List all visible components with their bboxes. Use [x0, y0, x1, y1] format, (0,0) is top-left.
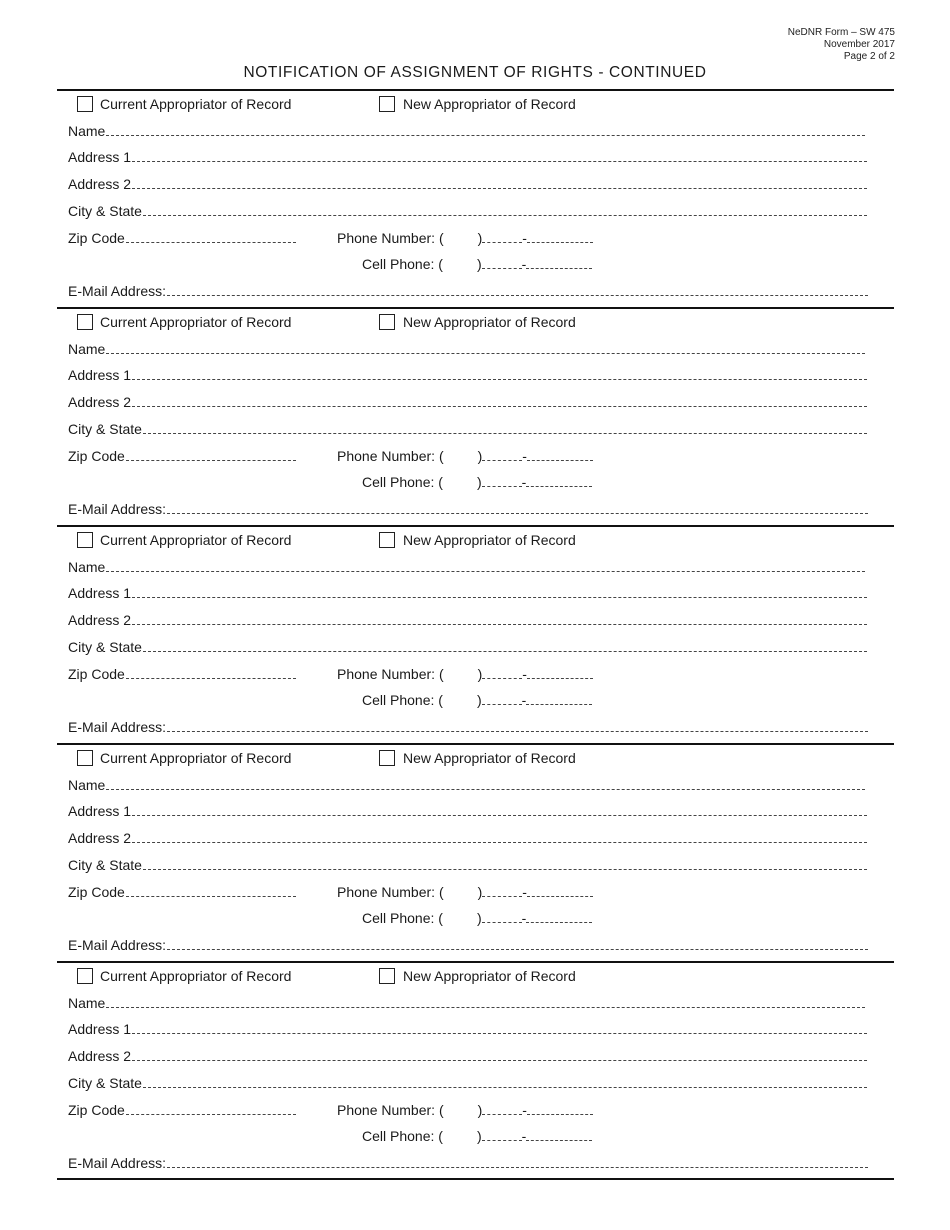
form-id: NeDNR Form – SW 475: [787, 27, 895, 38]
phone-number-field-prefix-line[interactable]: [482, 896, 522, 897]
city-state-field-line[interactable]: [143, 651, 867, 652]
address-2-field-line[interactable]: [132, 624, 867, 625]
city-state-field[interactable]: [68, 201, 867, 219]
cell-phone-field-prefix-line[interactable]: [482, 704, 522, 705]
phone-number-field-paren: ): [477, 1102, 483, 1118]
cell-phone-field-prefix-line[interactable]: [482, 486, 522, 487]
phone-number-field-paren: ): [477, 230, 483, 246]
section-divider: [57, 1178, 894, 1180]
current-appropriator-label: Current Appropriator of Record: [100, 532, 292, 548]
new-appropriator-checkbox[interactable]: [379, 968, 395, 984]
new-appropriator-label: New Appropriator of Record: [403, 96, 576, 112]
cell-phone-field-line-number[interactable]: [526, 268, 592, 269]
cell-phone-field-line-number[interactable]: [526, 922, 592, 923]
phone-number-field-paren: ): [477, 666, 483, 682]
page-title: NOTIFICATION OF ASSIGNMENT OF RIGHTS - CONTINUED: [243, 64, 707, 81]
email-field-label: E-Mail Address:: [68, 1155, 167, 1171]
page-label: Page 2 of 2: [843, 51, 895, 62]
checkbox-row: [57, 530, 894, 552]
phone-number-field-prefix-line[interactable]: [482, 242, 522, 243]
cell-phone-field-prefix-line[interactable]: [482, 922, 522, 923]
address-1-field[interactable]: [68, 583, 867, 601]
cell-phone-field-prefix-line[interactable]: [482, 268, 522, 269]
city-state-field-line[interactable]: [143, 1087, 867, 1088]
city-state-field-line[interactable]: [143, 215, 867, 216]
phone-number-field[interactable]: [337, 228, 593, 246]
email-field[interactable]: [68, 281, 868, 299]
phone-number-field-dash: -: [522, 1102, 527, 1118]
phone-number-field-dash: -: [522, 666, 527, 682]
city-state-field[interactable]: [68, 637, 867, 655]
email-field-label: E-Mail Address:: [68, 501, 167, 517]
phone-number-field[interactable]: [337, 1100, 593, 1118]
email-field-line[interactable]: [167, 295, 868, 296]
address-2-field[interactable]: [68, 392, 867, 410]
city-state-field-label: City & State: [68, 857, 142, 873]
cell-phone-field[interactable]: [362, 690, 592, 708]
email-field-label: E-Mail Address:: [68, 719, 167, 735]
current-appropriator-label: Current Appropriator of Record: [100, 314, 292, 330]
email-field-line[interactable]: [167, 731, 868, 732]
current-appropriator-label: Current Appropriator of Record: [100, 750, 292, 766]
name-field[interactable]: [68, 121, 865, 139]
zip-code-label: Zip Code: [68, 884, 125, 900]
zip-code-label: Zip Code: [68, 666, 125, 682]
zip-code-field[interactable]: [68, 664, 296, 682]
new-appropriator-label: New Appropriator of Record: [403, 314, 576, 330]
city-state-field[interactable]: [68, 855, 867, 873]
phone-number-field-dash: -: [522, 448, 527, 464]
phone-number-field-paren: ): [477, 884, 483, 900]
zip-code-label: Zip Code: [68, 1102, 125, 1118]
phone-number-field-label: Phone Number: (: [337, 1102, 444, 1118]
phone-number-field-prefix-line[interactable]: [482, 460, 522, 461]
name-field-label: Name: [68, 995, 106, 1011]
appropriator-section: [57, 90, 894, 308]
address-2-field[interactable]: [68, 174, 867, 192]
address-2-field-line[interactable]: [132, 842, 867, 843]
current-appropriator-checkbox[interactable]: [77, 532, 93, 548]
email-field[interactable]: [68, 717, 868, 735]
email-field-label: E-Mail Address:: [68, 937, 167, 953]
email-field-label: E-Mail Address:: [68, 283, 167, 299]
address-1-field-label: Address 1: [68, 149, 132, 165]
zip-code-line[interactable]: [126, 242, 296, 243]
city-state-field-line[interactable]: [143, 869, 867, 870]
cell-phone-field[interactable]: [362, 254, 592, 272]
cell-phone-field-label: Cell Phone: (: [362, 692, 443, 708]
email-field-line[interactable]: [167, 1167, 868, 1168]
email-field[interactable]: [68, 499, 868, 517]
city-state-field-label: City & State: [68, 421, 142, 437]
phone-number-field[interactable]: [337, 664, 593, 682]
zip-code-field[interactable]: [68, 1100, 296, 1118]
address-1-field-label: Address 1: [68, 1021, 132, 1037]
email-field-line[interactable]: [167, 949, 868, 950]
current-appropriator-checkbox[interactable]: [77, 96, 93, 112]
cell-phone-field-dash: -: [521, 1128, 527, 1144]
phone-number-field-prefix-line[interactable]: [482, 1114, 522, 1115]
phone-number-field-paren: ): [477, 448, 483, 464]
address-1-field[interactable]: [68, 365, 867, 383]
phone-number-field-label: Phone Number: (: [337, 884, 444, 900]
zip-code-field[interactable]: [68, 446, 296, 464]
email-field[interactable]: [68, 1153, 868, 1171]
city-state-field-line[interactable]: [143, 433, 867, 434]
address-1-field-line[interactable]: [132, 1033, 867, 1034]
current-appropriator-checkbox[interactable]: [77, 314, 93, 330]
phone-number-field[interactable]: [337, 446, 593, 464]
zip-code-line[interactable]: [126, 896, 296, 897]
name-field-line[interactable]: [106, 1007, 865, 1008]
new-appropriator-label: New Appropriator of Record: [403, 968, 576, 984]
cell-phone-field[interactable]: [362, 908, 592, 926]
checkbox-row: [57, 94, 894, 116]
address-1-field[interactable]: [68, 147, 867, 165]
new-appropriator-label: New Appropriator of Record: [403, 750, 576, 766]
phone-number-field-line-number[interactable]: [527, 460, 593, 461]
cell-phone-field-paren: ): [476, 1128, 482, 1144]
name-field-line[interactable]: [106, 353, 865, 354]
name-field-line[interactable]: [106, 135, 865, 136]
cell-phone-field-paren: ): [476, 910, 482, 926]
phone-number-field-prefix-line[interactable]: [482, 678, 522, 679]
name-field-label: Name: [68, 777, 106, 793]
new-appropriator-label: New Appropriator of Record: [403, 532, 576, 548]
name-field-label: Name: [68, 123, 106, 139]
phone-number-field-label: Phone Number: (: [337, 448, 444, 464]
cell-phone-field-paren: ): [476, 692, 482, 708]
address-2-field-label: Address 2: [68, 612, 132, 628]
checkbox-row: [57, 748, 894, 770]
city-state-field-label: City & State: [68, 639, 142, 655]
address-1-field-line[interactable]: [132, 161, 867, 162]
address-1-field-line[interactable]: [132, 815, 867, 816]
address-2-field-label: Address 2: [68, 176, 132, 192]
address-2-field-line[interactable]: [132, 1060, 867, 1061]
current-appropriator-checkbox[interactable]: [77, 968, 93, 984]
cell-phone-field-label: Cell Phone: (: [362, 256, 443, 272]
cell-phone-field-dash: -: [521, 474, 527, 490]
cell-phone-field-line-number[interactable]: [526, 704, 592, 705]
city-state-field-label: City & State: [68, 1075, 142, 1091]
name-field[interactable]: [68, 557, 865, 575]
new-appropriator-checkbox[interactable]: [379, 96, 395, 112]
zip-code-label: Zip Code: [68, 230, 125, 246]
zip-code-line[interactable]: [126, 678, 296, 679]
address-1-field-line[interactable]: [132, 379, 867, 380]
cell-phone-field-label: Cell Phone: (: [362, 1128, 443, 1144]
appropriator-section: [57, 962, 894, 1180]
cell-phone-field-prefix-line[interactable]: [482, 1140, 522, 1141]
address-1-field[interactable]: [68, 801, 867, 819]
zip-code-field[interactable]: [68, 882, 296, 900]
phone-number-field-line-number[interactable]: [527, 896, 593, 897]
cell-phone-field-dash: -: [521, 256, 527, 272]
appropriator-section: [57, 526, 894, 744]
address-2-field[interactable]: [68, 1046, 867, 1064]
cell-phone-field-paren: ): [476, 256, 482, 272]
appropriator-section: [57, 744, 894, 962]
address-1-field-line[interactable]: [132, 597, 867, 598]
phone-number-field-dash: -: [522, 884, 527, 900]
checkbox-row: [57, 966, 894, 988]
appropriator-section: [57, 308, 894, 526]
address-2-field-label: Address 2: [68, 394, 132, 410]
zip-code-line[interactable]: [126, 1114, 296, 1115]
name-field-label: Name: [68, 341, 106, 357]
phone-number-field-dash: -: [522, 230, 527, 246]
address-2-field-label: Address 2: [68, 830, 132, 846]
cell-phone-field-label: Cell Phone: (: [362, 910, 443, 926]
cell-phone-field[interactable]: [362, 472, 592, 490]
cell-phone-field[interactable]: [362, 1126, 592, 1144]
email-field[interactable]: [68, 935, 868, 953]
name-field[interactable]: [68, 775, 865, 793]
zip-code-field[interactable]: [68, 228, 296, 246]
address-1-field-label: Address 1: [68, 367, 132, 383]
current-appropriator-label: Current Appropriator of Record: [100, 968, 292, 984]
address-1-field[interactable]: [68, 1019, 867, 1037]
address-2-field-line[interactable]: [132, 188, 867, 189]
cell-phone-field-dash: -: [521, 692, 527, 708]
cell-phone-field-line-number[interactable]: [526, 486, 592, 487]
new-appropriator-checkbox[interactable]: [379, 750, 395, 766]
new-appropriator-checkbox[interactable]: [379, 532, 395, 548]
address-2-field-line[interactable]: [132, 406, 867, 407]
form-date: November 2017: [823, 39, 895, 50]
city-state-field[interactable]: [68, 419, 867, 437]
zip-code-line[interactable]: [126, 460, 296, 461]
cell-phone-field-label: Cell Phone: (: [362, 474, 443, 490]
cell-phone-field-dash: -: [521, 910, 527, 926]
city-state-field[interactable]: [68, 1073, 867, 1091]
name-field-line[interactable]: [106, 789, 865, 790]
address-1-field-label: Address 1: [68, 585, 132, 601]
name-field[interactable]: [68, 339, 865, 357]
address-1-field-label: Address 1: [68, 803, 132, 819]
address-2-field-label: Address 2: [68, 1048, 132, 1064]
email-field-line[interactable]: [167, 513, 868, 514]
phone-number-field-line-number[interactable]: [527, 1114, 593, 1115]
cell-phone-field-paren: ): [476, 474, 482, 490]
current-appropriator-checkbox[interactable]: [77, 750, 93, 766]
phone-number-field-label: Phone Number: (: [337, 230, 444, 246]
name-field-label: Name: [68, 559, 106, 575]
phone-number-field[interactable]: [337, 882, 593, 900]
city-state-field-label: City & State: [68, 203, 142, 219]
phone-number-field-line-number[interactable]: [527, 242, 593, 243]
checkbox-row: [57, 312, 894, 334]
cell-phone-field-line-number[interactable]: [526, 1140, 592, 1141]
form-meta: [788, 27, 895, 63]
phone-number-field-label: Phone Number: (: [337, 666, 444, 682]
address-2-field[interactable]: [68, 610, 867, 628]
name-field-line[interactable]: [106, 571, 865, 572]
name-field[interactable]: [68, 993, 865, 1011]
new-appropriator-checkbox[interactable]: [379, 314, 395, 330]
zip-code-label: Zip Code: [68, 448, 125, 464]
phone-number-field-line-number[interactable]: [527, 678, 593, 679]
address-2-field[interactable]: [68, 828, 867, 846]
current-appropriator-label: Current Appropriator of Record: [100, 96, 292, 112]
